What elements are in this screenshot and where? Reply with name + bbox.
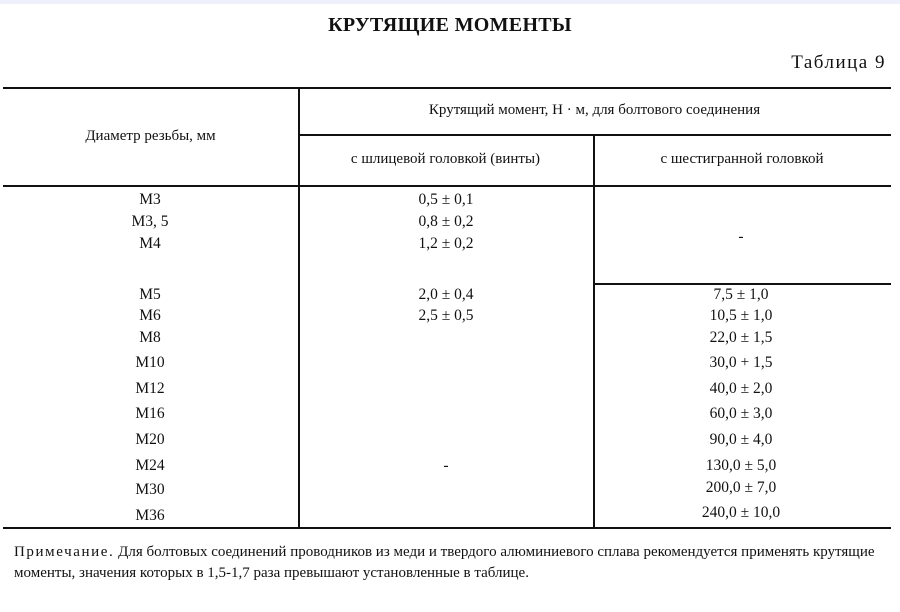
hex-torque-cell: 200,0 ± 7,0 (705, 479, 777, 496)
header-bottom-rule (3, 185, 891, 187)
header-diameter: Диаметр резьбы, мм (85, 128, 216, 144)
header-hex: с шестигранной головкой (660, 151, 824, 167)
hex-torque-cell: 7,5 ± 1,0 (713, 286, 769, 303)
diameter-cell: М4 (139, 235, 161, 252)
header-mid-rule (298, 134, 891, 136)
slotted-dash: - (443, 457, 449, 474)
diameter-cell: М10 (135, 354, 165, 371)
diameter-cell: М6 (139, 307, 161, 324)
hex-torque-cell: 90,0 ± 4,0 (709, 431, 773, 448)
diameter-cell: М3, 5 (131, 213, 169, 230)
slotted-torque-cell: 1,2 ± 0,2 (418, 235, 474, 252)
slotted-torque-cell: 2,5 ± 0,5 (418, 307, 474, 324)
hex-torque-cell: 60,0 ± 3,0 (709, 405, 773, 422)
top-band (0, 0, 900, 4)
hex-torque-cell: 240,0 ± 10,0 (701, 504, 781, 521)
diameter-cell: М12 (135, 380, 165, 397)
diameter-cell: М20 (135, 431, 165, 448)
note-text: Для болтовых соединений проводников из меди и твердого алюминиевого сплава рекомендуется применять крутящие моменты, значения которых в 1,5-1,7 раза превышают установленные в таблице. (14, 544, 875, 581)
hex-torque-cell: 40,0 ± 2,0 (709, 380, 773, 397)
hex-torque-cell: 30,0 + 1,5 (709, 354, 773, 371)
diameter-cell: М30 (135, 481, 165, 498)
header-torque-group: Крутящий момент, Н · м, для болтового соединения (428, 102, 761, 118)
slotted-torque-cell: 0,5 ± 0,1 (418, 191, 474, 208)
hex-torque-cell: 130,0 ± 5,0 (705, 457, 777, 474)
hex-dash: - (738, 228, 744, 245)
diameter-cell: М5 (139, 286, 161, 303)
diameter-cell: М8 (139, 329, 161, 346)
hex-section-rule (593, 283, 891, 285)
table-top-rule (3, 87, 891, 89)
hex-torque-cell: 22,0 ± 1,5 (709, 329, 773, 346)
slotted-torque-cell: 0,8 ± 0,2 (418, 213, 474, 230)
note-label: Примечание. (14, 544, 115, 560)
hex-torque-cell: 10,5 ± 1,0 (709, 307, 773, 324)
col-divider-2 (593, 134, 595, 528)
table-bottom-rule (3, 527, 891, 529)
diameter-cell: М3 (139, 191, 161, 208)
diameter-cell: М16 (135, 405, 165, 422)
table-note (14, 542, 889, 583)
diameter-cell: М36 (135, 507, 165, 524)
diameter-cell: М24 (135, 457, 165, 474)
page-title: КРУТЯЩИЕ МОМЕНТЫ (328, 14, 572, 36)
header-slotted: с шлицевой головкой (винты) (350, 151, 541, 167)
table-number: Таблица 9 (791, 52, 886, 73)
slotted-torque-cell: 2,0 ± 0,4 (418, 286, 474, 303)
